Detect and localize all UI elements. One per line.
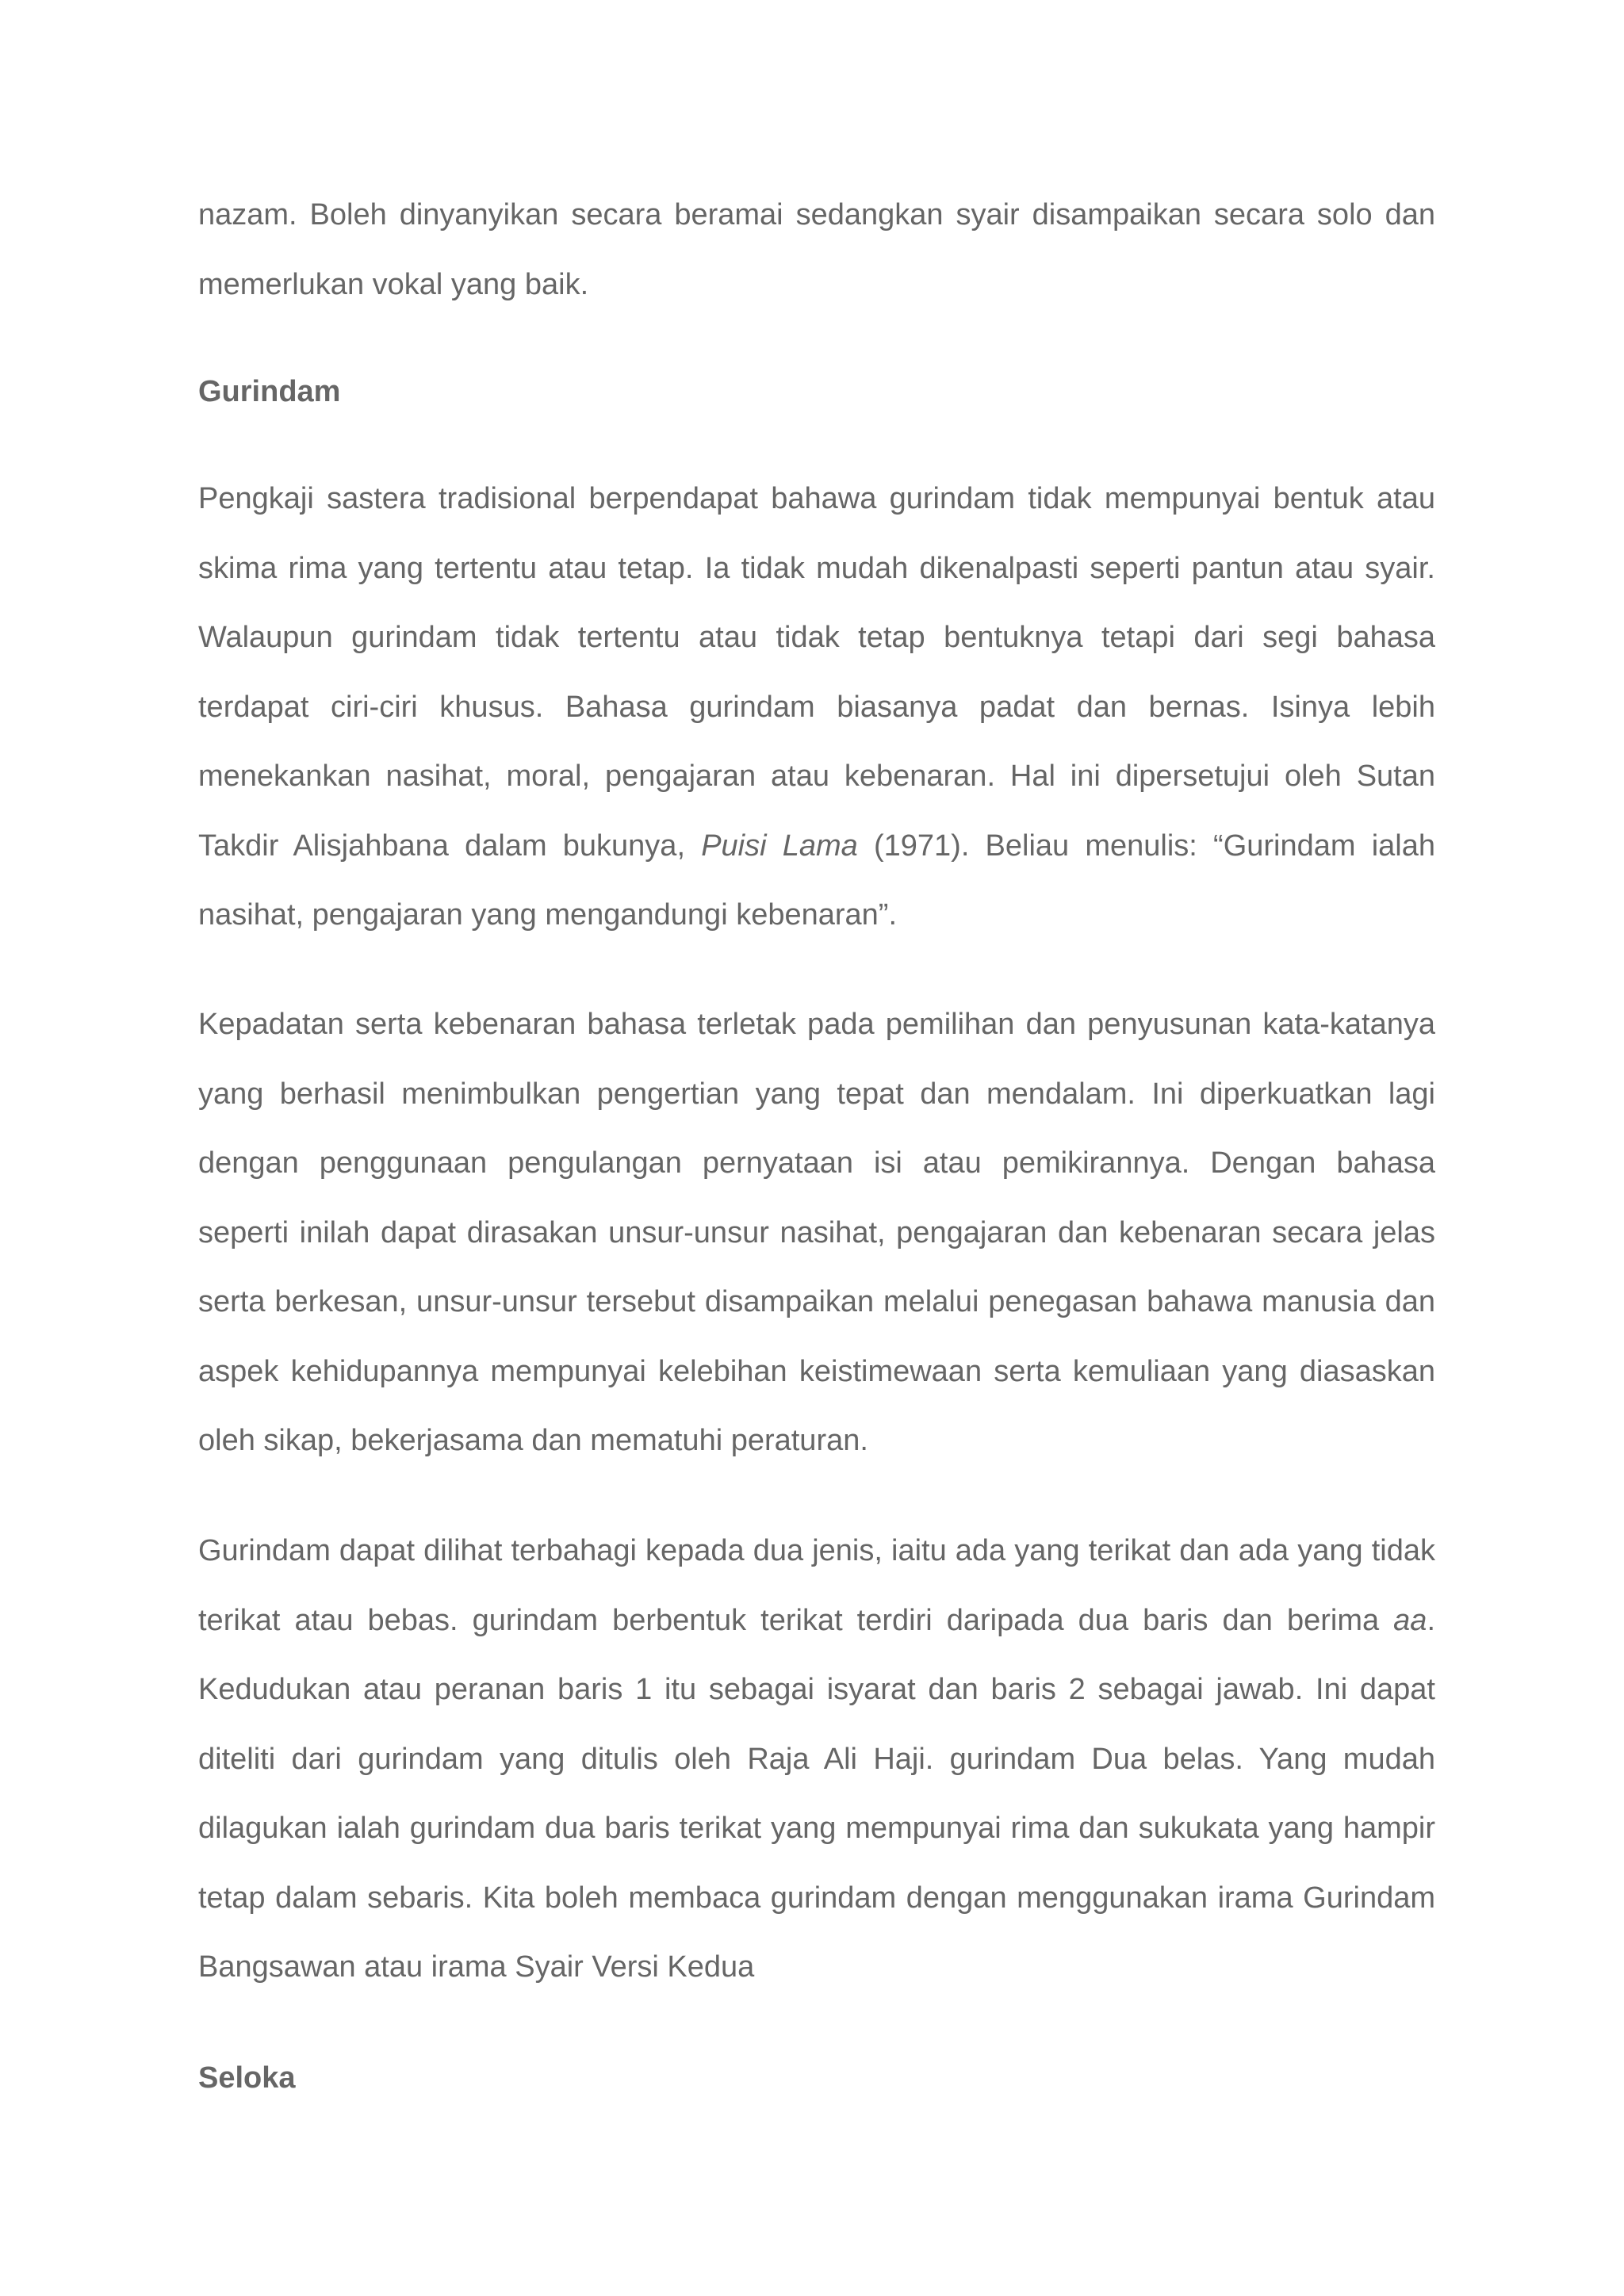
heading-seloka: Seloka bbox=[198, 2061, 296, 2095]
paragraph-gurindam-language: Kepadatan serta kebenaran bahasa terletak pada pemilihan dan penyusunan kata-katanya yang berhasil menimbulkan pengertian yang tepat dan mendalam. Ini diperkuatkan lagi dengan penggunaan pengulangan pernyataan isi atau pemikirannya. Dengan bahasa seperti inilah dapat dirasakan unsur-unsur nasihat, pengajaran dan kebenaran secara jelas serta berkesan, unsur-unsur tersebut disampaikan melalui penegasan bahawa manusia dan aspek kehidupannya mempunyai kelebihan keistimewaan serta kemuliaan yang diasaskan oleh sikap, bekerjasama dan mematuhi peraturan. bbox=[198, 1008, 1435, 1457]
paragraph-text: Gurindam dapat dilihat terbahagi kepada dua jenis, iaitu ada yang terikat dan ada yang tidak terikat atau bebas. gurindam berbentuk terikat terdiri daripada dua baris dan berima bbox=[198, 1534, 1435, 1637]
intro-paragraph: nazam. Boleh dinyanyikan secara beramai sedangkan syair disampaikan secara solo dan memerlukan vokal yang baik. bbox=[198, 198, 1435, 301]
heading-gurindam: Gurindam bbox=[198, 375, 341, 408]
paragraph-text: (1971). Beliau menulis: “Gurindam ialah nasihat, pengajaran yang mengandungi kebenaran”. bbox=[198, 828, 1436, 932]
paragraph-gurindam-definition bbox=[198, 465, 1435, 951]
paragraph-text: . Kedudukan atau peranan baris 1 itu sebagai isyarat dan baris 2 sebagai jawab. Ini dapat diteliti dari gurindam yang ditulis oleh Raja Ali Haji. gurindam Dua belas. Yang mudah dilagukan ialah gurindam dua baris terikat yang mempunyai rima dan sukukata yang hampir tetap dalam sebaris. Kita boleh membaca gurindam dengan menggunakan irama Gurindam Bangsawan atau irama Syair Versi Kedua bbox=[198, 1603, 1435, 1984]
paragraph-gurindam-types bbox=[198, 1517, 1435, 2003]
book-title: Puisi Lama bbox=[701, 828, 858, 863]
rhyme-scheme: aa bbox=[1393, 1603, 1427, 1637]
paragraph-text: Pengkaji sastera tradisional berpendapat bahawa gurindam tidak mempunyai bentuk atau skima rima yang tertentu atau tetap. Ia tidak mudah dikenalpasti seperti pantun atau syair. Walaupun gurindam tidak tertentu atau tidak tetap bentuknya tetapi dari segi bahasa terdapat ciri-ciri khusus. Bahasa gurindam biasanya padat dan bernas. Isinya lebih menekankan nasihat, moral, pengajaran atau kebenaran. Hal ini dipersetujui oleh Sutan Takdir Alisjahbana dalam bukunya, bbox=[198, 482, 1435, 863]
